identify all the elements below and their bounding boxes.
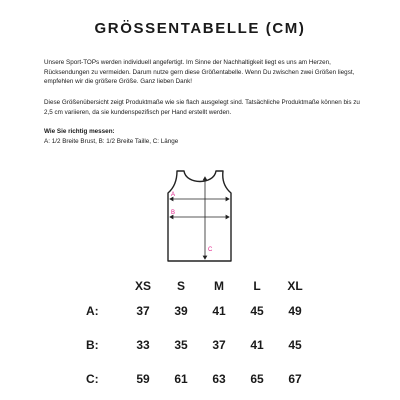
note-paragraph: Diese Größenübersicht zeigt Produktmaße wie sie flach ausgelegt sind. Tatsächliche Produktmaße können bis zu 2,5 cm variieren, da sie kundenspezifisch per Hand erstellt werden. [44, 99, 360, 116]
table-cell: 65 [250, 372, 264, 386]
measure-legend: A: 1/2 Breite Brust, B: 1/2 Breite Taille, C: Länge [44, 137, 179, 145]
size-header: XS [134, 279, 151, 293]
table-cell: 45 [288, 338, 302, 352]
size-table [82, 278, 314, 396]
table-cell: 61 [174, 372, 188, 386]
page-title: GRÖSSENTABELLE (CM) [94, 20, 306, 37]
tank-top-diagram [160, 165, 240, 265]
table-cell: 49 [288, 304, 302, 318]
label-c: C [208, 247, 213, 253]
arrow-c-head-top [203, 177, 206, 180]
table-cell: 41 [212, 304, 226, 318]
table-cell: 35 [174, 338, 188, 352]
table-row [82, 362, 314, 396]
row-label: A: [86, 304, 99, 318]
measure-heading: Wie Sie richtig messen: [44, 128, 115, 135]
table-cell: 67 [288, 372, 302, 386]
table-cell: 39 [174, 304, 188, 318]
row-label: C: [86, 372, 99, 386]
row-label: B: [86, 338, 99, 352]
size-header: S [176, 279, 185, 293]
table-row [82, 328, 314, 362]
table-cell: 45 [250, 304, 264, 318]
measure-instructions [44, 127, 364, 146]
table-cell: 59 [136, 372, 150, 386]
size-header: M [214, 279, 224, 293]
table-cell: 37 [212, 338, 226, 352]
tank-top-outline [168, 171, 231, 261]
table-row [82, 294, 314, 328]
table-cell: 37 [136, 304, 150, 318]
intro-paragraph: Unsere Sport-TOPs werden individuell angefertigt. Im Sinne der Nachhaltigkeit liegt es uns am Herzen, Rücksendungen zu vermeiden. Darum nutze gern diese Größentabelle. Wenn Du zwischen zwei Größen liegst, empfehlen wir die größere Größe. Ganz lieben Dank! [44, 59, 355, 86]
label-a: A [171, 192, 176, 198]
label-b: B [171, 210, 176, 216]
table-cell: 63 [212, 372, 226, 386]
table-cell: 41 [250, 338, 264, 352]
corner-cell [82, 278, 124, 294]
size-header: L [253, 279, 261, 293]
size-header-row [82, 278, 314, 294]
size-header: XL [287, 279, 303, 293]
table-cell: 33 [136, 338, 150, 352]
